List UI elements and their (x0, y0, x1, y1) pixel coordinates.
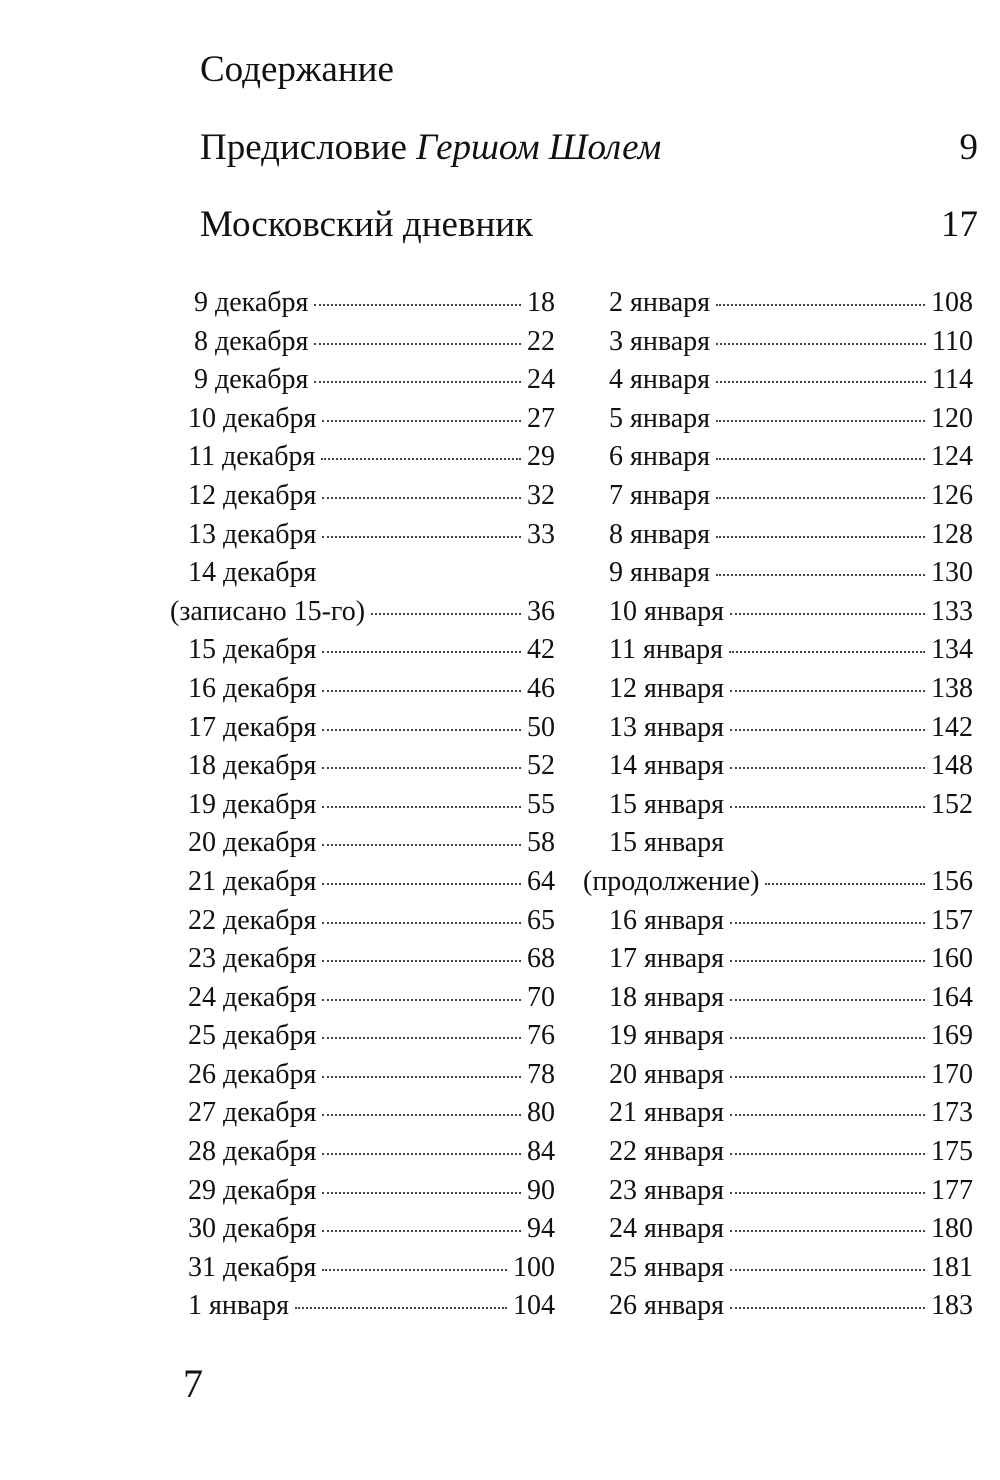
toc-entry-label: 23 декабря (188, 943, 317, 975)
toc-section-diary[interactable] (200, 203, 978, 247)
dot-leader (730, 1076, 925, 1078)
toc-entry[interactable] (583, 1017, 973, 1056)
toc-entry-page: 130 (931, 557, 973, 589)
toc-entry-label: 27 декабря (188, 1097, 317, 1129)
page-number: 7 (183, 1361, 203, 1406)
toc-entry[interactable] (170, 1210, 555, 1249)
toc-entry-label: 5 января (609, 402, 711, 434)
dot-leader (716, 497, 925, 499)
toc-entry[interactable] (583, 554, 973, 593)
dot-leader (730, 1114, 925, 1116)
toc-entry[interactable] (170, 670, 555, 709)
toc-entry[interactable] (583, 747, 973, 786)
toc-entry-page: 100 (513, 1251, 555, 1283)
dot-leader (730, 1192, 925, 1194)
toc-entry[interactable] (583, 477, 973, 516)
toc-entry-page: 183 (931, 1290, 973, 1322)
toc-entry-page: 128 (931, 518, 973, 550)
toc-entry-page: 152 (931, 788, 973, 820)
toc-entry-label: 15 декабря (188, 634, 317, 666)
dot-leader (314, 304, 521, 306)
dot-leader (730, 729, 925, 731)
dot-leader (322, 536, 521, 538)
toc-entry-page: 124 (931, 441, 973, 473)
toc-entry-label: 22 декабря (188, 904, 317, 936)
toc-entry[interactable] (170, 863, 555, 902)
toc-entry-label: 18 декабря (188, 750, 317, 782)
dot-leader (322, 767, 521, 769)
dot-leader (322, 1230, 521, 1232)
toc-entry-page: 70 (527, 981, 555, 1013)
toc-entry[interactable] (170, 1172, 555, 1211)
toc-entry-page: 148 (931, 750, 973, 782)
toc-entry-page: 177 (931, 1174, 973, 1206)
toc-entry[interactable] (170, 1017, 555, 1056)
toc-entry-page: 58 (527, 827, 555, 859)
toc-entry-label: 9 декабря (194, 364, 309, 396)
dot-leader (321, 458, 521, 460)
toc-entry-page: 181 (931, 1251, 973, 1283)
toc-entry[interactable] (170, 902, 555, 941)
toc-entry[interactable] (170, 1287, 555, 1326)
toc-entry[interactable] (583, 979, 973, 1018)
toc-entry[interactable] (170, 516, 555, 555)
toc-entry-page: 84 (527, 1136, 555, 1168)
dot-leader (322, 960, 521, 962)
toc-entry-label: 29 декабря (188, 1174, 317, 1206)
toc-entry[interactable] (170, 747, 555, 786)
toc-entry[interactable] (170, 554, 555, 593)
toc-entry-page: 170 (931, 1058, 973, 1090)
dot-leader (322, 1192, 521, 1194)
toc-entry-page: 33 (527, 518, 555, 550)
toc-entry-page: 68 (527, 943, 555, 975)
toc-entry-page: 173 (931, 1097, 973, 1129)
toc-entry-page: 138 (931, 672, 973, 704)
dot-leader (314, 381, 521, 383)
dot-leader (322, 690, 521, 692)
section-title (200, 126, 940, 170)
toc-entry-label: 26 декабря (188, 1058, 317, 1090)
toc-entry[interactable] (583, 631, 973, 670)
toc-entry-page: 120 (931, 402, 973, 434)
toc-entry[interactable] (170, 284, 555, 323)
toc-entry-label: 17 декабря (188, 711, 317, 743)
toc-entry-page: 46 (527, 672, 555, 704)
dot-leader (730, 1230, 925, 1232)
dot-leader (322, 844, 521, 846)
toc-entry-page: 64 (527, 865, 555, 897)
toc-entry-label: 19 декабря (188, 788, 317, 820)
toc-entry-page: 78 (527, 1058, 555, 1090)
toc-entry-label: 24 января (609, 1213, 725, 1245)
dot-leader (322, 806, 521, 808)
toc-entry-label: 16 декабря (188, 672, 317, 704)
toc-entry-label: 28 декабря (188, 1136, 317, 1168)
dot-leader (730, 690, 925, 692)
toc-entry-label: 16 января (609, 904, 725, 936)
toc-entry-label: 15 января (609, 788, 725, 820)
toc-entry-page: 134 (931, 634, 973, 666)
toc-entry-label: 17 января (609, 943, 725, 975)
dot-leader (730, 1269, 925, 1271)
toc-entry[interactable] (170, 438, 555, 477)
toc-entry-label: 9 января (609, 557, 711, 589)
dot-leader (322, 922, 521, 924)
toc-entry[interactable] (583, 1133, 973, 1172)
toc-entry-label: 14 декабря (188, 557, 317, 589)
toc-entry[interactable] (170, 1133, 555, 1172)
dot-leader (716, 458, 925, 460)
toc-entry-page: 175 (931, 1136, 973, 1168)
toc-section-preface[interactable] (200, 126, 978, 170)
toc-entry-label: 12 января (609, 672, 725, 704)
toc-entry[interactable] (583, 670, 973, 709)
dot-leader (322, 1076, 521, 1078)
dot-leader (322, 1037, 521, 1039)
toc-entry-label: 20 декабря (188, 827, 317, 859)
toc-entry[interactable] (170, 709, 555, 748)
toc-entry-label: 12 декабря (188, 479, 317, 511)
dot-leader (730, 999, 925, 1001)
toc-entry[interactable] (583, 1287, 973, 1326)
section-page-number: 9 (959, 127, 978, 168)
dot-leader (314, 343, 521, 345)
dot-leader (730, 1037, 925, 1039)
toc-entry-page: 164 (931, 981, 973, 1013)
dot-leader (322, 1153, 521, 1155)
toc-entry-label: 10 января (609, 595, 725, 627)
toc-entry[interactable] (583, 1094, 973, 1133)
toc-entry[interactable] (583, 593, 973, 632)
toc-entry-page: 24 (527, 364, 555, 396)
toc-entry-label: (продолжение) (583, 865, 760, 897)
toc-entry-page: 160 (931, 943, 973, 975)
toc-entry[interactable] (583, 1056, 973, 1095)
dot-leader (730, 767, 925, 769)
toc-entry[interactable] (170, 824, 555, 863)
toc-right-column (583, 284, 973, 1326)
toc-entry[interactable] (170, 940, 555, 979)
toc-entry-label: 19 января (609, 1020, 725, 1052)
dot-leader (730, 806, 925, 808)
toc-entry[interactable] (583, 1172, 973, 1211)
section-page-number: 17 (941, 204, 978, 245)
dot-leader (295, 1307, 507, 1309)
toc-entry-label: 23 января (609, 1174, 725, 1206)
dot-leader (730, 960, 925, 962)
toc-entry[interactable] (170, 1056, 555, 1095)
toc-entry[interactable] (583, 516, 973, 555)
dot-leader (716, 381, 926, 383)
toc-entry-page: 142 (931, 711, 973, 743)
toc-entry[interactable] (170, 477, 555, 516)
toc-entry-label: 2 января (609, 287, 711, 318)
toc-entry[interactable] (583, 400, 973, 439)
toc-entry-label: (записано 15-го) (170, 595, 366, 627)
toc-entry-page: 133 (931, 595, 973, 627)
toc-entry[interactable] (170, 1094, 555, 1133)
toc-entry-label: 31 декабря (188, 1251, 317, 1283)
dot-leader (371, 613, 521, 615)
dot-leader (322, 1269, 507, 1271)
toc-entry-page: 42 (527, 634, 555, 666)
toc-entry-page: 114 (932, 364, 973, 396)
toc-entry[interactable] (583, 284, 973, 323)
toc-entry-page: 29 (527, 441, 555, 473)
toc-entry-label: 7 января (609, 479, 711, 511)
toc-entry[interactable] (583, 361, 973, 400)
toc-entry-label: 21 декабря (188, 865, 317, 897)
toc-left-column (170, 284, 555, 1326)
toc-entry-page: 65 (527, 904, 555, 936)
toc-entry-label: 20 января (609, 1058, 725, 1090)
toc-entry-label: 15 января (609, 827, 725, 859)
toc-entry-label: 21 января (609, 1097, 725, 1129)
dot-leader (716, 536, 925, 538)
toc-entry[interactable] (583, 863, 973, 902)
toc-entry-page: 50 (527, 711, 555, 743)
toc-entry[interactable] (583, 786, 973, 825)
page-title: Содержание (200, 49, 394, 90)
toc-entry[interactable] (583, 1249, 973, 1288)
toc-entry[interactable] (170, 361, 555, 400)
toc-entry[interactable] (170, 786, 555, 825)
toc-entry[interactable] (170, 631, 555, 670)
toc-entry-page: 169 (931, 1020, 973, 1052)
dot-leader (322, 420, 521, 422)
toc-entry-label: 25 декабря (188, 1020, 317, 1052)
dot-leader (730, 613, 925, 615)
toc-entry-label: 26 января (609, 1290, 725, 1322)
dot-leader (322, 729, 521, 731)
toc-entry-label: 9 декабря (194, 287, 309, 318)
toc-entry-label: 11 декабря (188, 441, 316, 473)
section-title-text: Предисловие (200, 127, 407, 168)
toc-entry[interactable] (583, 1210, 973, 1249)
toc-entry-label: 11 января (609, 634, 723, 666)
toc-entry-page: 126 (931, 479, 973, 511)
toc-entry[interactable] (583, 438, 973, 477)
toc-entry-page: 22 (527, 325, 555, 357)
toc-entry-label: 1 января (188, 1290, 290, 1322)
dot-leader (730, 1153, 925, 1155)
toc-entry-label: 8 декабря (194, 325, 309, 357)
toc-entry[interactable] (583, 940, 973, 979)
dot-leader (716, 304, 925, 306)
toc-entry-page: 108 (931, 287, 973, 318)
toc-entry-label: 10 декабря (188, 402, 317, 434)
toc-entry-label: 4 января (609, 364, 711, 396)
dot-leader (729, 651, 925, 653)
toc-entry-page: 18 (527, 287, 555, 318)
toc-entry-label: 22 января (609, 1136, 725, 1168)
toc-entry-page: 104 (513, 1290, 555, 1322)
toc-entry-page: 36 (527, 595, 555, 627)
toc-entry-page: 27 (527, 402, 555, 434)
toc-entry-label: 30 декабря (188, 1213, 317, 1245)
dot-leader (730, 922, 925, 924)
toc-entry[interactable] (170, 1249, 555, 1288)
toc-entry-label: 25 января (609, 1251, 725, 1283)
toc-entry-page: 110 (932, 325, 973, 357)
toc-entry-page: 94 (527, 1213, 555, 1245)
toc-entry[interactable] (170, 979, 555, 1018)
toc-entry-label: 3 января (609, 325, 711, 357)
dot-leader (716, 343, 926, 345)
dot-leader (322, 497, 521, 499)
toc-entry[interactable] (170, 400, 555, 439)
toc-entry-page: 90 (527, 1174, 555, 1206)
toc-entry-label: 13 января (609, 711, 725, 743)
toc-entry-page: 80 (527, 1097, 555, 1129)
dot-leader (322, 999, 521, 1001)
toc-entry-label: 18 января (609, 981, 725, 1013)
section-author: Гершом Шолем (416, 127, 662, 168)
dot-leader (322, 883, 521, 885)
toc-entry-page: 52 (527, 750, 555, 782)
dot-leader (716, 420, 925, 422)
dot-leader (730, 1307, 925, 1309)
toc-entry-page: 156 (931, 865, 973, 897)
toc-entry-page: 55 (527, 788, 555, 820)
toc-entry[interactable] (583, 902, 973, 941)
dot-leader (322, 651, 521, 653)
toc-entry[interactable] (583, 709, 973, 748)
toc-entry[interactable] (583, 824, 973, 863)
toc-entry-label: 8 января (609, 518, 711, 550)
toc-entry-label: 24 декабря (188, 981, 317, 1013)
toc-entry[interactable] (170, 323, 555, 362)
toc-entry[interactable] (170, 593, 555, 632)
dot-leader (765, 883, 925, 885)
toc-entry-label: 6 января (609, 441, 711, 473)
toc-entry[interactable] (583, 323, 973, 362)
dot-leader (322, 1114, 521, 1116)
toc-entry-page: 32 (527, 479, 555, 511)
toc-entry-label: 13 декабря (188, 518, 317, 550)
toc-entry-page: 76 (527, 1020, 555, 1052)
section-title: Московский дневник (200, 204, 534, 245)
dot-leader (716, 574, 925, 576)
toc-entry-label: 14 января (609, 750, 725, 782)
toc-entry-page: 157 (931, 904, 973, 936)
toc-entry-page: 180 (931, 1213, 973, 1245)
